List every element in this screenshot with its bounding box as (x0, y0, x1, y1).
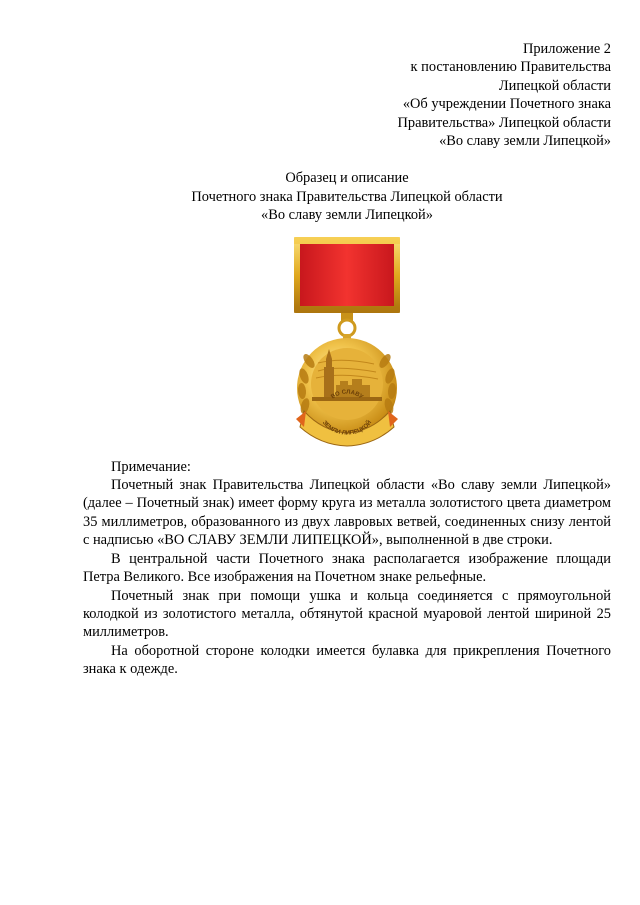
document-title (83, 169, 611, 224)
appendix-line: «Во славу земли Липецкой» (439, 133, 611, 150)
appendix-line: к постановлению Правительства (410, 59, 611, 76)
appendix-line: «Об учреждении Почетного знака (402, 96, 611, 113)
title-line: Почетного знака Правительства Липецкой области (191, 188, 503, 205)
appendix-line: Липецкой области (498, 77, 611, 94)
medal-illustration (282, 231, 412, 451)
appendix-header (83, 40, 611, 150)
note-section (83, 458, 611, 679)
title-line: «Во славу земли Липецкой» (261, 207, 433, 224)
note-paragraph: В центральной части Почетного знака располагается изображение площади Петра Великого. Все изображения на Почетном знаке рельефные. (83, 550, 611, 586)
note-heading: Примечание: (111, 458, 191, 475)
note-paragraph: На оборотной стороне колодки имеется булавка для прикрепления Почетного знака к одежде. (83, 642, 611, 678)
medal-ring (339, 313, 355, 342)
document-page (83, 40, 611, 679)
appendix-line: Правительства» Липецкой области (397, 114, 611, 131)
appendix-line: Приложение 2 (522, 41, 611, 57)
medal-text-top: ВО СЛАВУ (330, 389, 364, 401)
note-paragraph: Почетный знак при помощи ушка и кольца соединяется с прямоугольной колодкой из золотистого металла, обтянутой красной муаровой лентой шириной 25 миллиметров. (83, 587, 611, 641)
medal-image (83, 231, 611, 451)
note-paragraph: Почетный знак Правительства Липецкой области «Во славу земли Липецкой» (далее – Почетный знак) имеет форму круга из металла золотистого цвета диаметром 35 миллиметров, образованного из двух лавровых ветвей, соединенных снизу лентой с надписью «ВО СЛАВУ ЗЕМЛИ ЛИПЕЦКОЙ», выполненной в две строки. (83, 477, 611, 549)
ribbon-bar (294, 237, 400, 313)
medal-text-bottom: ЗЕМЛИ ЛИПЕЦКОЙ (320, 419, 374, 437)
title-line: Образец и описание (285, 170, 409, 187)
